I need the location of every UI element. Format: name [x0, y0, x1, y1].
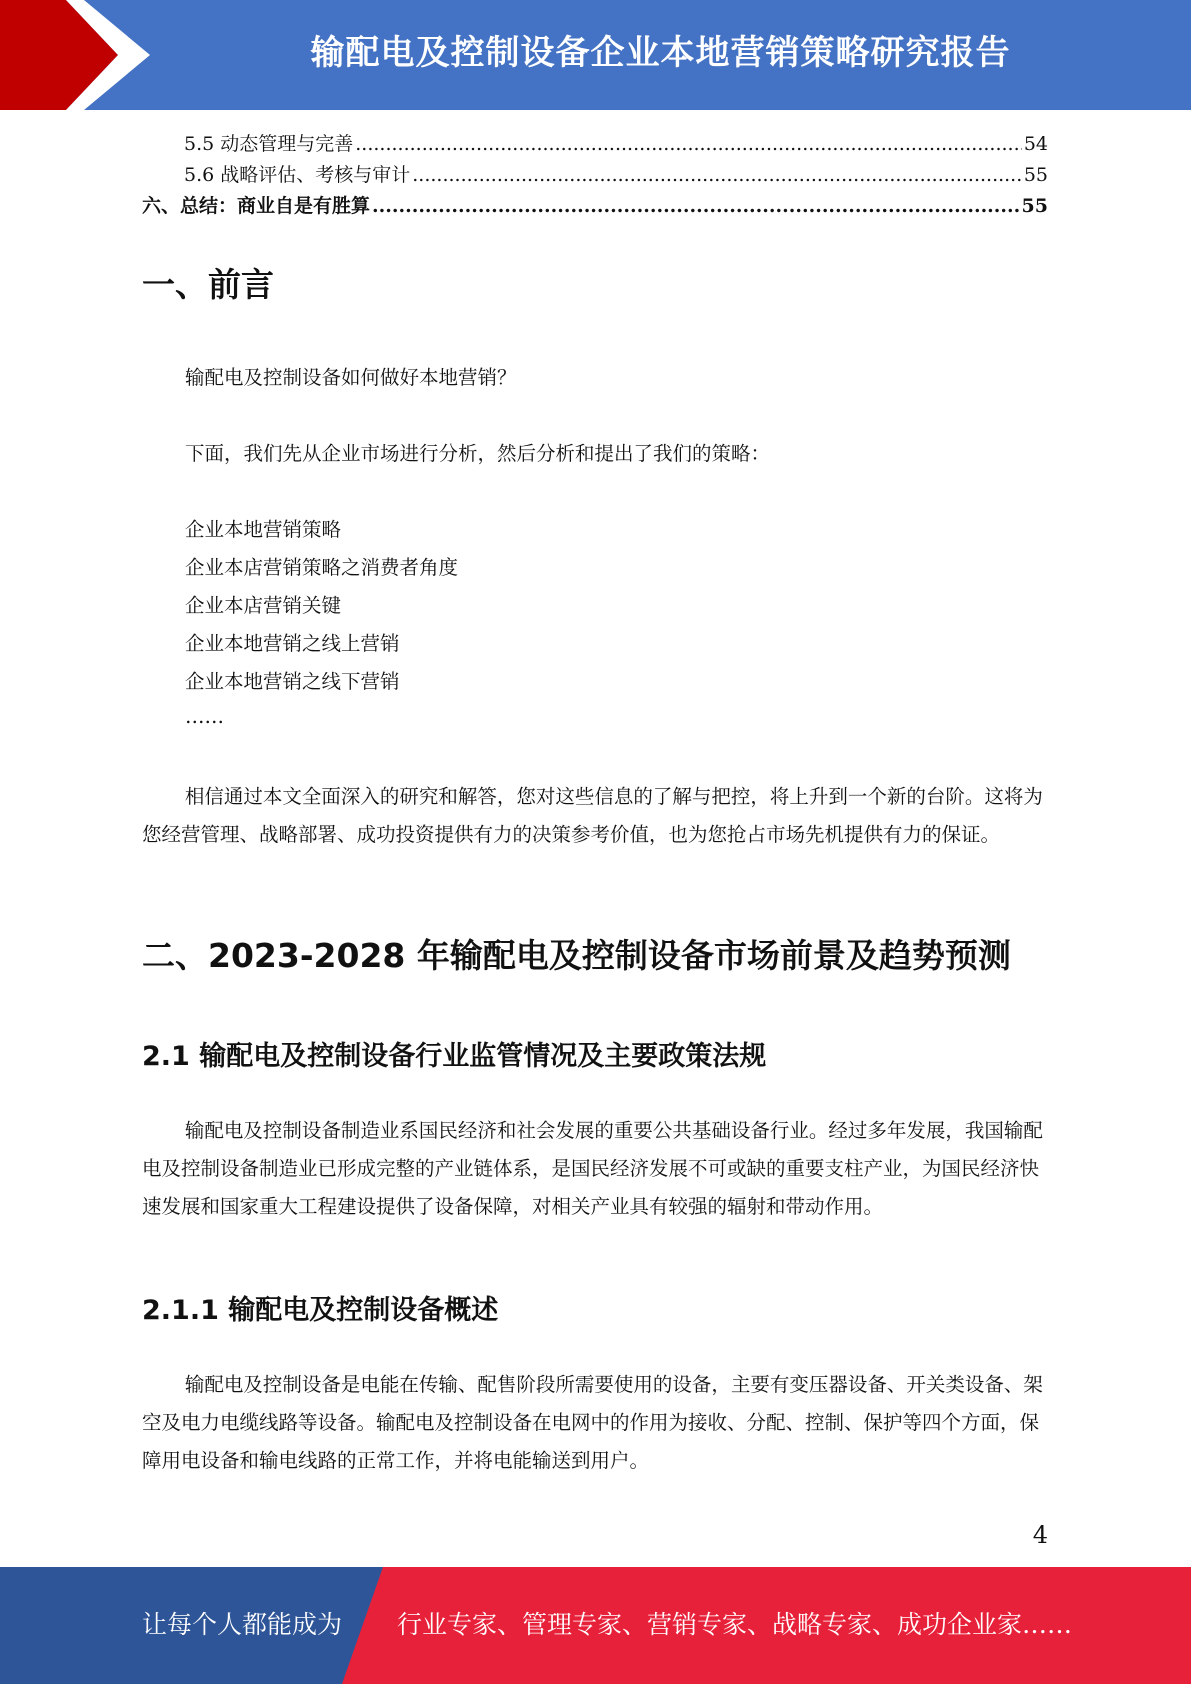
list-item: 企业本地营销策略	[185, 518, 342, 541]
toc-entry-label: 5.5 动态管理与完善	[184, 133, 354, 155]
preface-closing-paragraph: 相信通过本文全面深入的研究和解答，您对这些信息的了解与把控，将上升到一个新的台阶。这将为您经营管理、战略部署、成功投资提供有力的决策参考价值，也为您抢占市场先机提供有力的保证。	[142, 785, 1043, 846]
toc-entry-5-6[interactable]	[142, 160, 1048, 191]
toc-leader-dots	[372, 191, 1020, 222]
list-item: 企业本店营销策略之消费者角度	[185, 556, 459, 579]
list-item: 企业本店营销关键	[185, 594, 342, 617]
toc-leader-dots	[412, 160, 1022, 191]
red-chevron-decoration	[0, 0, 160, 110]
preface-question: 输配电及控制设备如何做好本地营销？	[185, 366, 517, 389]
toc-entry-page: 55	[1021, 195, 1048, 217]
report-header-banner	[0, 0, 1191, 110]
toc-entry-6[interactable]	[142, 191, 1048, 222]
section-heading-market-forecast: 二、2023-2028 年输配电及控制设备市场前景及趋势预测	[142, 936, 1011, 975]
subsection-heading-regulation: 2.1 输配电及控制设备行业监管情况及主要政策法规	[142, 1041, 767, 1072]
toc-entry-page: 55	[1023, 164, 1048, 186]
report-footer-banner	[0, 1567, 1191, 1684]
list-item: 企业本地营销之线上营销	[185, 632, 400, 655]
strategy-list	[185, 511, 458, 733]
overview-paragraph: 输配电及控制设备是电能在传输、配售阶段所需要使用的设备，主要有变压器设备、开关类设备、架空及电力电缆线路等设备。输配电及控制设备在电网中的作用为接收、分配、控制、保护等四个方面，保障用电设备和输电线路的正常工作，并将电能输送到用户。	[142, 1373, 1043, 1472]
toc-entry-label: 六、总结：商业自是有胜算	[142, 195, 371, 217]
preface-intro: 下面，我们先从企业市场进行分析，然后分析和提出了我们的策略：	[185, 442, 771, 465]
footer-slogan-right: 行业专家、管理专家、营销专家、战略专家、成功企业家……	[397, 1610, 1073, 1639]
page-number: 4	[1032, 1521, 1048, 1549]
footer-slogan-left: 让每个人都能成为	[142, 1610, 343, 1639]
toc-entry-page: 54	[1023, 133, 1048, 155]
table-of-contents	[142, 129, 1048, 222]
toc-entry-label: 5.6 战略评估、考核与审计	[184, 164, 411, 186]
report-title: 输配电及控制设备企业本地营销策略研究报告	[310, 33, 1011, 73]
list-item: 企业本地营销之线下营销	[185, 670, 400, 693]
list-item: ……	[185, 705, 224, 728]
toc-entry-5-5[interactable]	[142, 129, 1048, 160]
regulation-paragraph: 输配电及控制设备制造业系国民经济和社会发展的重要公共基础设备行业。经过多年发展，我国输配电及控制设备制造业已形成完整的产业链体系，是国民经济发展不可或缺的重要支柱产业，为国民经济快速发展和国家重大工程建设提供了设备保障，对相关产业具有较强的辐射和带动作用。	[142, 1119, 1043, 1218]
toc-leader-dots	[355, 129, 1022, 160]
section-heading-preface: 一、前言	[142, 265, 274, 304]
subsection-heading-overview: 2.1.1 输配电及控制设备概述	[142, 1295, 499, 1326]
